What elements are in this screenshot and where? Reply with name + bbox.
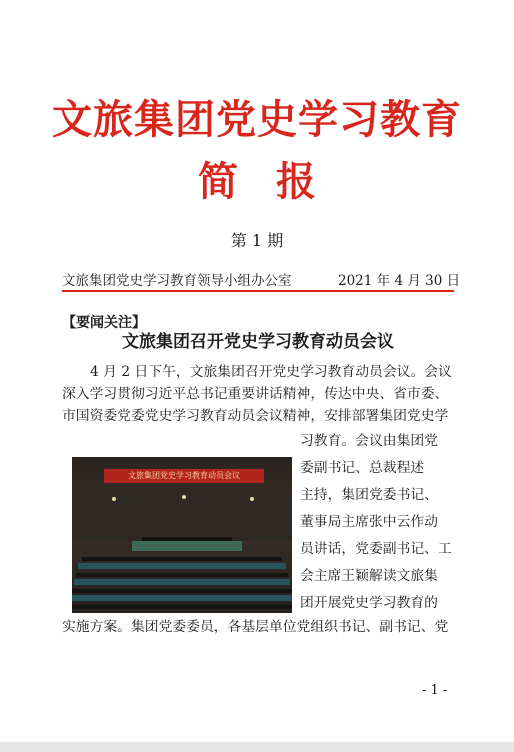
body-line: 会主席王颖解读文旅集 — [300, 568, 438, 584]
photo-seat-row — [78, 563, 286, 569]
section-tag: 【要闻关注】 — [62, 315, 146, 331]
photo-people — [76, 573, 288, 577]
issuing-office: 文旅集团党史学习教育领导小组办公室 — [62, 273, 292, 289]
body-line: 实施方案。集团党委委员，各基层单位党组织书记、副书记、党 — [62, 619, 449, 635]
photo-rostrum — [132, 541, 242, 551]
body-line: 4 月 2 日下午，文旅集团召开党史学习教育动员会议。会议 — [90, 364, 452, 380]
newsletter-subtitle: 简报 — [198, 159, 354, 205]
body-line: 深入学习贯彻习近平总书记重要讲话精神，传达中央、省市委、 — [62, 386, 449, 402]
body-line: 习教育。会议由集团党 — [300, 433, 438, 449]
photo-people — [72, 589, 292, 593]
photo-people — [82, 557, 282, 561]
photo-light — [182, 495, 186, 499]
photo-seat-row — [72, 595, 292, 601]
body-line: 董事局主席张中云作动 — [300, 514, 438, 530]
body-line: 市国资委党委党史学习教育动员会议精神，安排部署集团党史学 — [62, 408, 449, 424]
newsletter-title: 文旅集团党史学习教育 — [52, 97, 462, 143]
photo-people — [72, 605, 292, 609]
header-divider — [62, 290, 454, 292]
photo-light — [250, 497, 254, 501]
body-line: 主持，集团党委书记、 — [300, 487, 438, 503]
photo-seat-row — [74, 579, 290, 585]
photo-banner: 文旅集团党史学习教育动员会议 — [104, 469, 264, 483]
meeting-photo — [72, 457, 292, 613]
body-line: 委副书记、总裁程述 — [300, 460, 425, 476]
issue-date: 2021 年 4 月 30 日 — [338, 273, 461, 289]
body-line: 团开展党史学习教育的 — [300, 595, 438, 611]
issue-number: 第 1 期 — [230, 231, 284, 250]
body-line: 员讲话，党委副书记、工 — [300, 541, 452, 557]
page-number: - 1 - — [422, 683, 448, 698]
viewer-bottom-bar — [0, 742, 514, 752]
article-title: 文旅集团召开党史学习教育动员会议 — [122, 332, 394, 352]
photo-light — [112, 497, 116, 501]
